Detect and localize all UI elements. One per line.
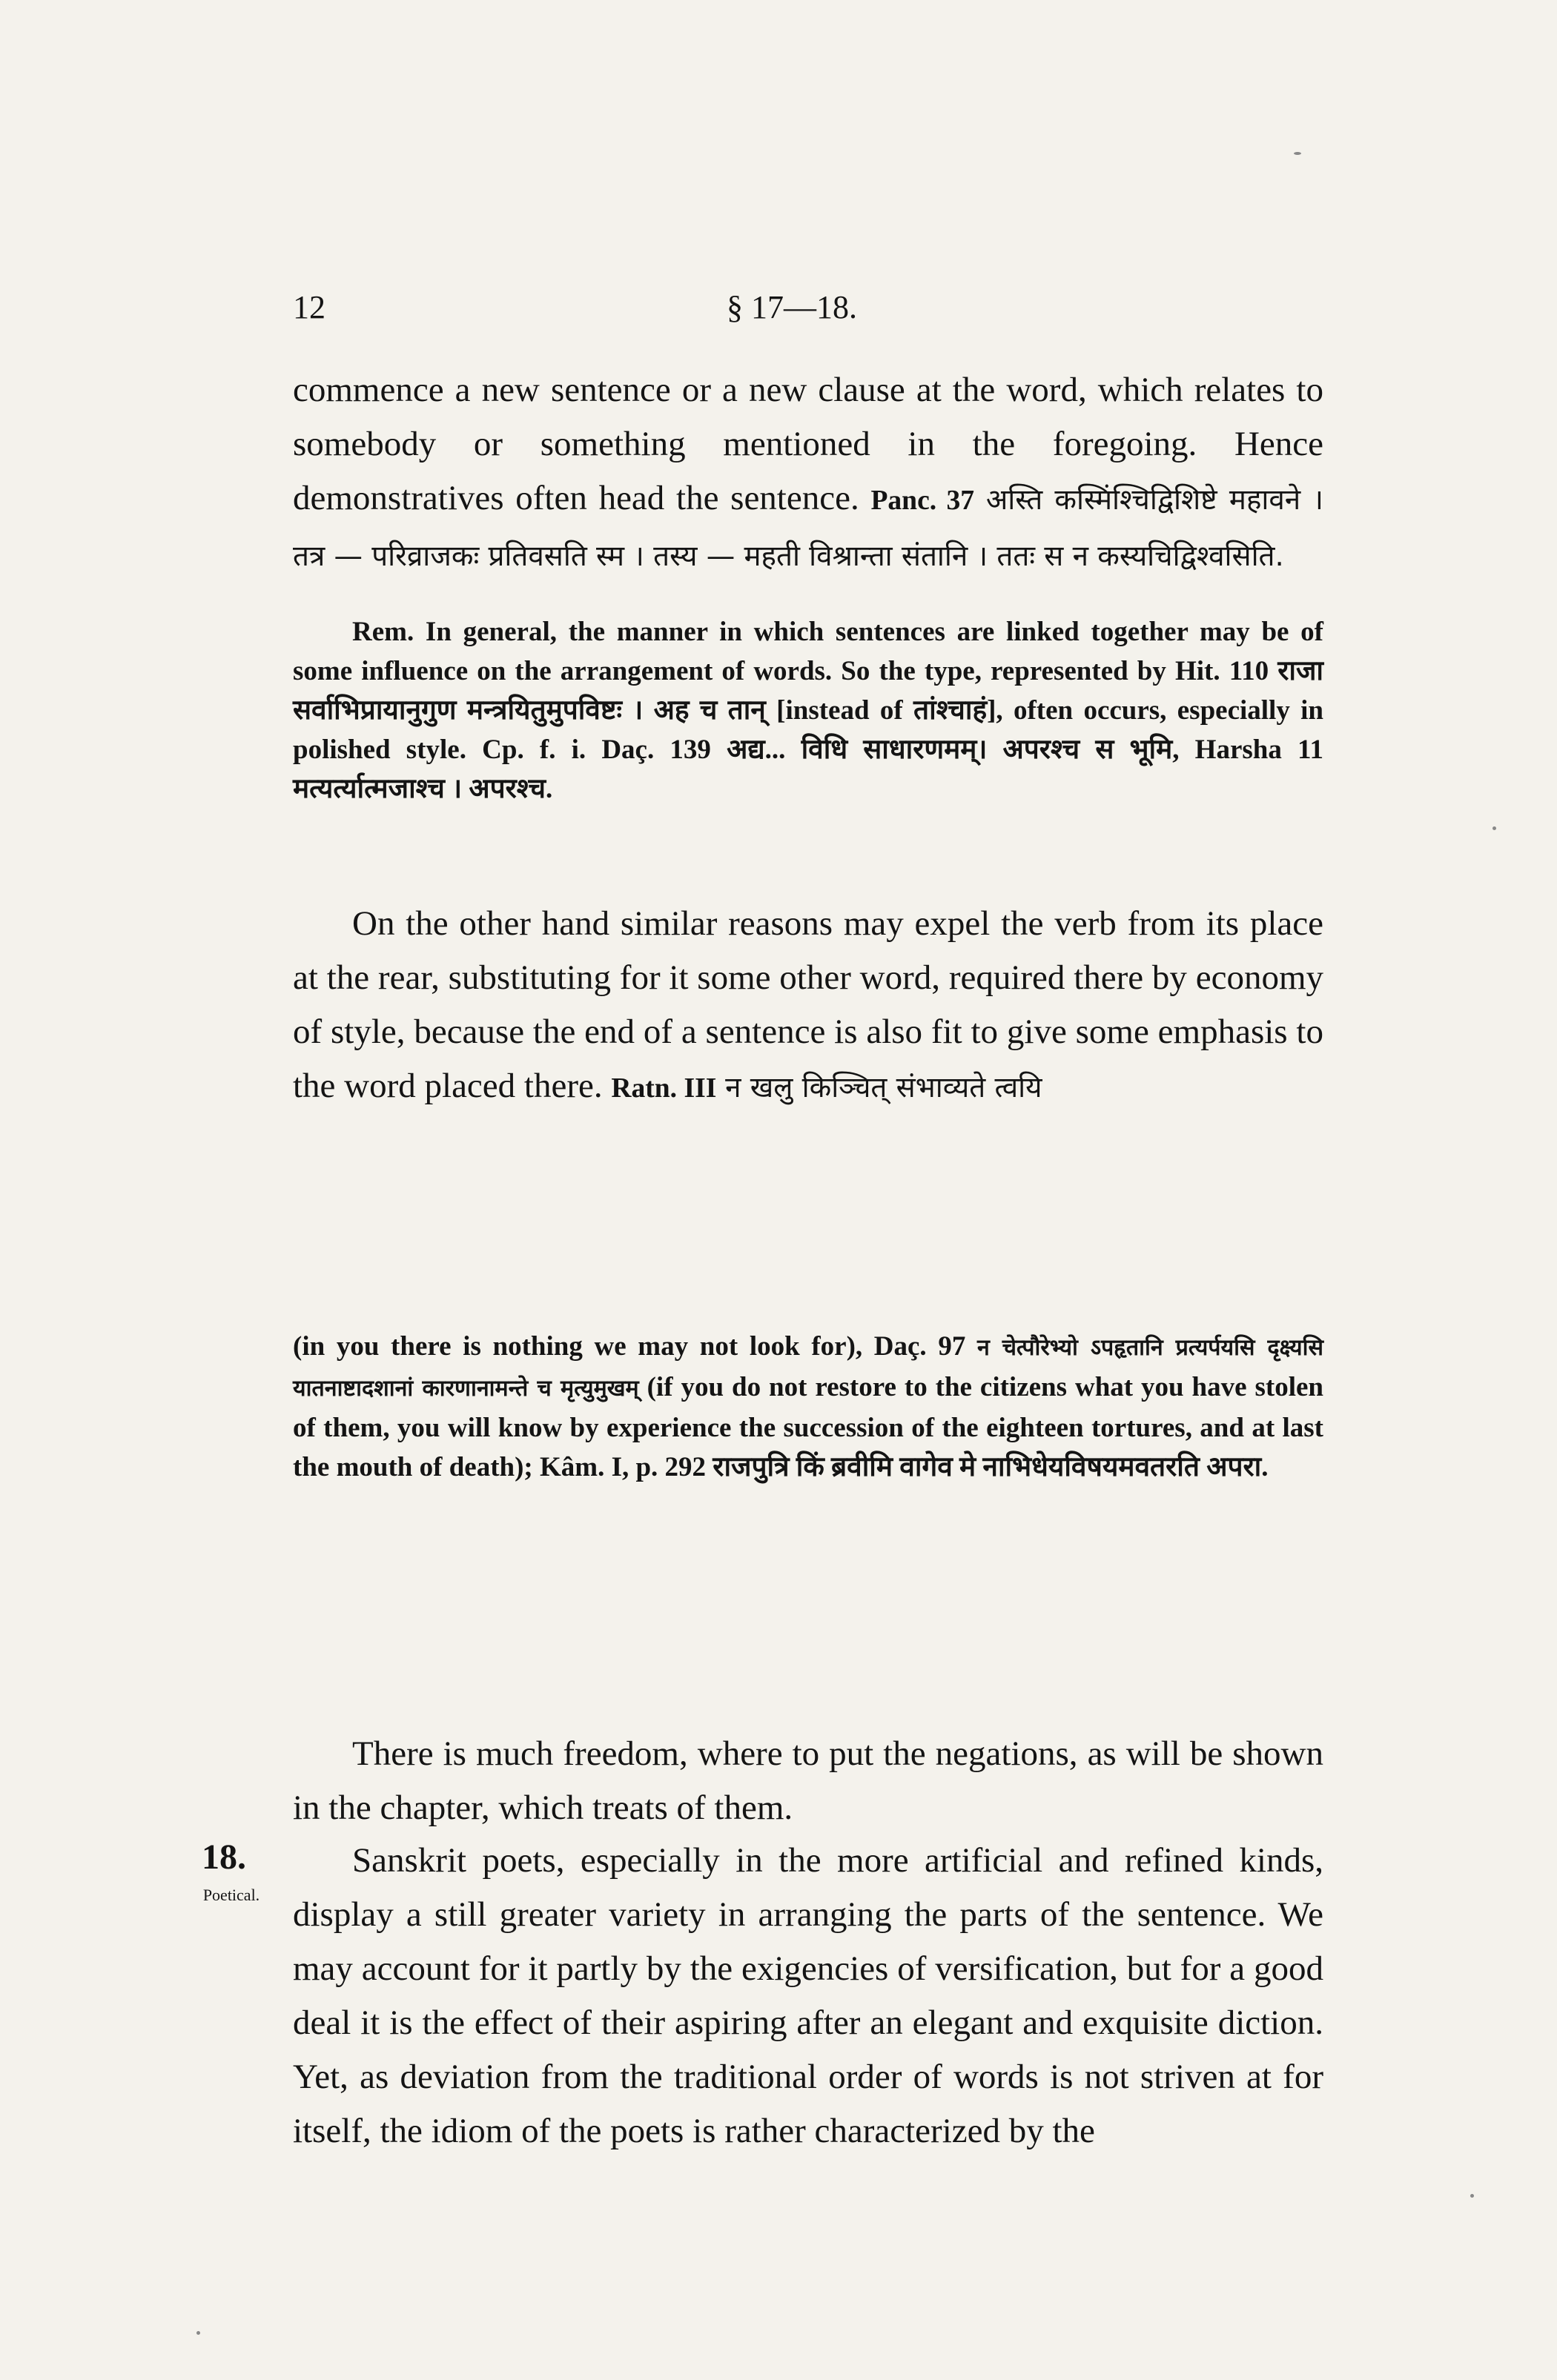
print-speck [1470, 2194, 1474, 2198]
citation: Panc. 37 [870, 485, 975, 516]
page-number: 12 [293, 289, 325, 325]
remark-text: Rem. In general, the manner in which sentences are linked together may be of some influence on the arrangement of words. So the type, represented by Hit. 110 राजा सर्वाभिप्रायानुगुण मन्त्रयितुमुपविष्टः । अह च तान् [instead of तांश्चाहं], often occurs, especially in polished style. Cp. f. i. Daç. 139 अद्य... विधि साधारणमम्। अपरश्च स भूमि, Harsha 11 मत्यर्त्यात्मजाश्च । अपरश्च. [293, 617, 1323, 804]
paragraph [293, 1834, 1323, 2158]
remark-paragraph [293, 612, 1323, 809]
print-speck [1492, 826, 1496, 830]
paragraph [293, 897, 1323, 1116]
translation-text: (if you do not restore to the citizens what you have stolen of them, you will know by experience the succession of the eighteen tortures, and at last the mouth of death); Kâm. I, p. 292 राजपुत्रि किं ब्रवीमि वागेव मे नाभिधेयविषयमवतरति अपरा. [293, 1372, 1324, 1482]
example-block [293, 1327, 1323, 1487]
paragraph-continuation [293, 363, 1323, 583]
paragraph-text: commence a new sentence or a new clause at the word, which relates to somebody or something mentioned in the foregoing. Hence demonstratives often head the sentence. [293, 371, 1323, 517]
citation: Ratn. III [611, 1073, 717, 1104]
sanskrit-quote: न चेत्पौरेभ्यो ऽपहृतानि प्रत्यर्पयसि दृक्ष्यसि यातनाष्टादशानां कारणानामन्ते च मृत्युमुखम् [293, 1335, 1323, 1402]
print-speck [1294, 152, 1301, 155]
sanskrit-quote: न खलु किञ्चित् संभाव्यते त्वयि [725, 1071, 1042, 1104]
paragraph-text: On the other hand similar reasons may expel the verb from its place at the rear, substituting for it some other word, required there by economy of style, because the end of a sentence is also fit to give some emphasis to the word placed there. [293, 904, 1323, 1105]
sanskrit-quote: अस्ति कस्मिंश्चिद्विशिष्टे महावने । तत्र — परिव्राजकः प्रतिवसति स्म । तस्य — महती विश्रान्ता संतानि । ततः स न कस्यचिद्विश्वसिति. [293, 483, 1324, 573]
paragraph [293, 1727, 1323, 1835]
marginal-label: Poetical. [202, 1886, 260, 1904]
print-speck [196, 2331, 200, 2335]
section-heading: § 17—18. [727, 289, 857, 325]
marginal-section-number: 18. [202, 1837, 246, 1877]
paragraph-text: Sanskrit poets, especially in the more artificial and refined kinds, display a still greater variety in arranging the parts of the sentence. We may account for it partly by the exigencies of versification, but for a good deal it is the effect of their aspiring after an elegant and exquisite diction. Yet, as deviation from the traditional order of words is not striven at for itself, the idiom of the poets is rather characterized by the [293, 1841, 1323, 2150]
translation-text: (in you there is nothing we may not look for), Daç. 97 [293, 1331, 966, 1362]
page-header [293, 282, 1323, 334]
paragraph-text: There is much freedom, where to put the negations, as will be shown in the chapter, which treats of them. [293, 1734, 1323, 1827]
